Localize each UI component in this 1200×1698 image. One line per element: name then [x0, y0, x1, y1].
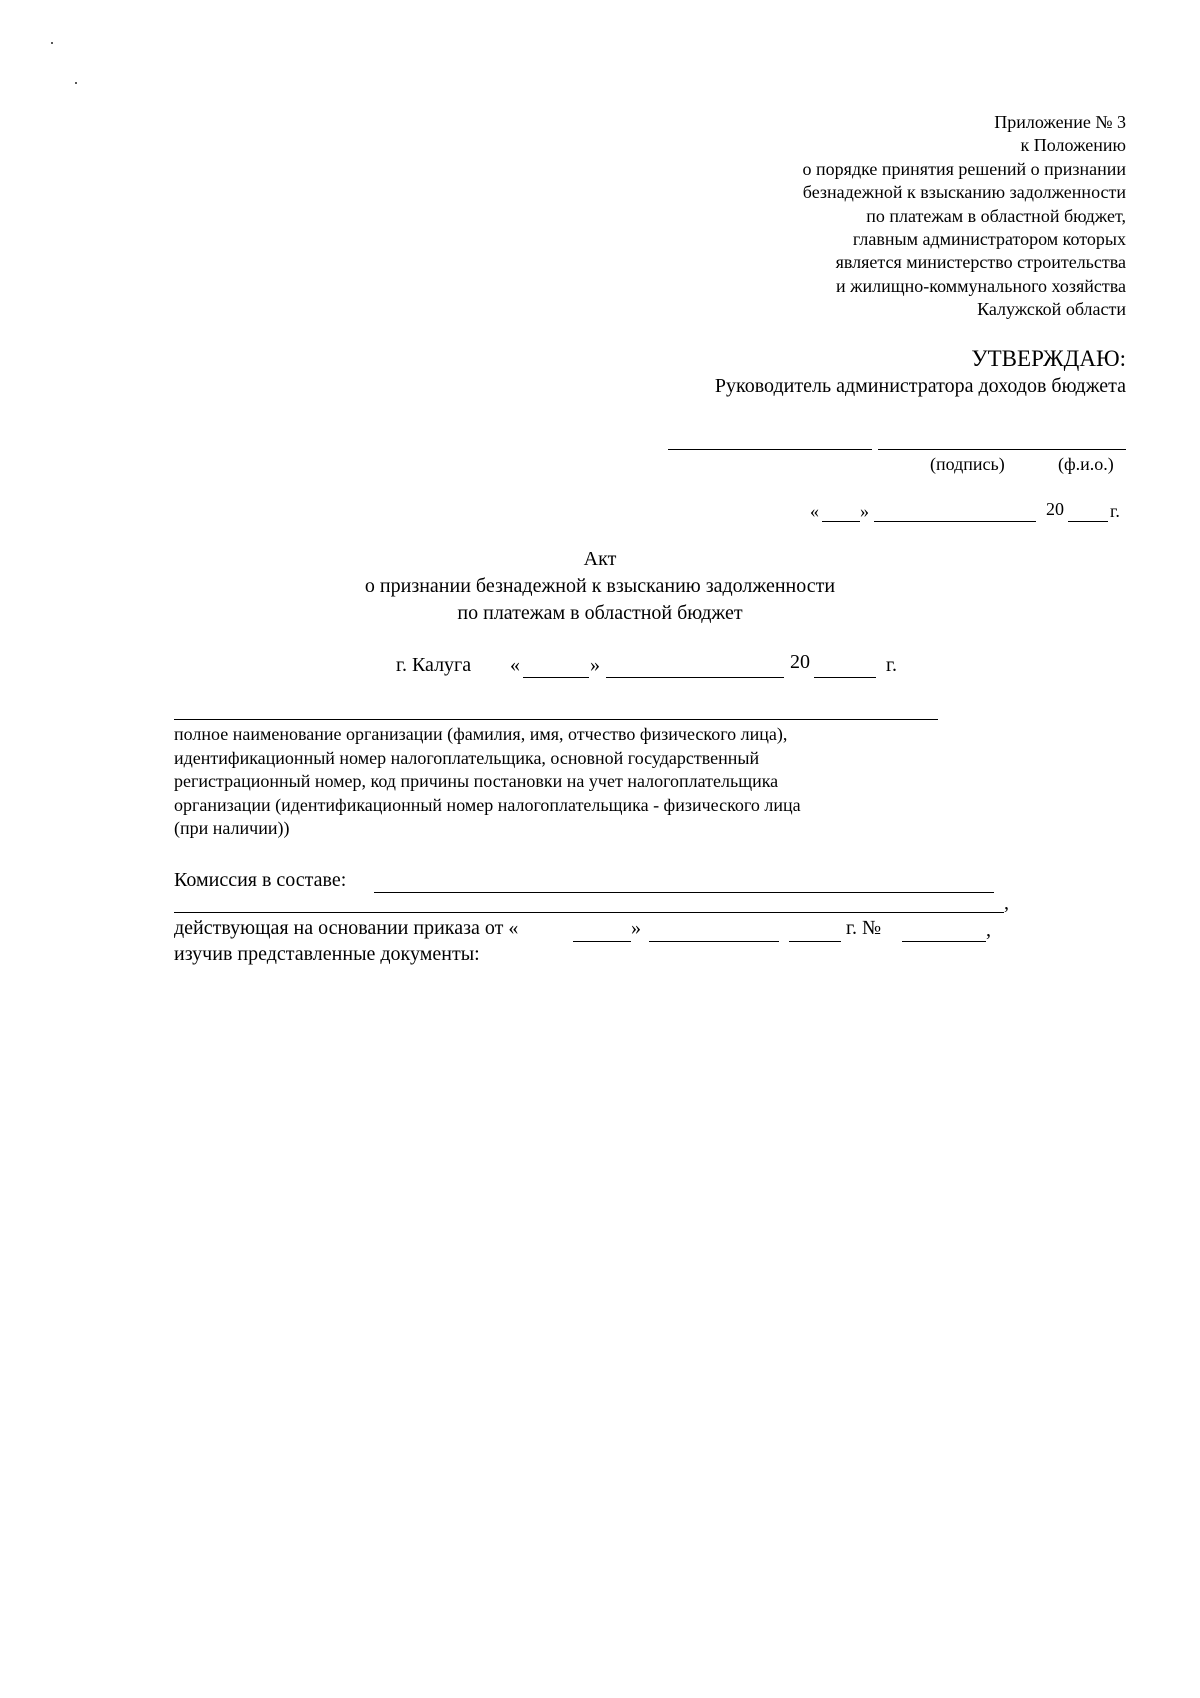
act-year-prefix: 20: [790, 651, 810, 673]
order-year-field[interactable]: [789, 941, 841, 942]
order-close-quote: »: [631, 917, 641, 939]
approval-position: Руководитель администратора доходов бюджета: [714, 375, 1126, 397]
studied-documents: изучив представленные документы:: [174, 943, 480, 965]
appendix-line: и жилищно-коммунального хозяйства: [835, 275, 1126, 296]
organization-caption-line: регистрационный номер, код причины постановки на учет налогоплательщика: [174, 771, 779, 792]
order-month-field[interactable]: [649, 941, 779, 942]
approval-year-suffix: г.: [1110, 501, 1120, 521]
name-caption: (ф.и.о.): [1058, 454, 1114, 474]
act-title-block: [0, 546, 1200, 627]
organization-name-field[interactable]: [174, 719, 938, 720]
name-field[interactable]: [878, 449, 1126, 450]
act-date-open-quote: «: [510, 654, 520, 676]
approval-block: [715, 345, 1126, 399]
act-subtitle-line1: о признании безнадежной к взысканию задолженности: [364, 575, 836, 597]
scan-speck: [75, 82, 77, 84]
appendix-line: главным администратором которых: [852, 229, 1126, 250]
act-year-field[interactable]: [814, 677, 876, 678]
approval-date-close-quote: »: [860, 501, 869, 521]
appendix-line: Приложение № 3: [994, 112, 1126, 132]
act-month-field[interactable]: [606, 677, 784, 678]
appendix-line: Калужской области: [977, 299, 1126, 320]
signature-field[interactable]: [668, 449, 872, 450]
appendix-header: [803, 111, 1126, 322]
act-day-field[interactable]: [523, 677, 589, 678]
approval-month-field[interactable]: [874, 521, 1036, 522]
commission-label: Комиссия в составе:: [174, 869, 347, 891]
scan-speck: [51, 42, 53, 44]
order-prefix: действующая на основании приказа от «: [174, 917, 519, 939]
approval-date-open-quote: «: [810, 501, 819, 521]
order-comma: ,: [986, 919, 991, 941]
appendix-line: к Положению: [1020, 135, 1126, 156]
order-number-label: г. №: [846, 917, 882, 939]
act-subtitle-line2: по платежам в областной бюджет: [457, 602, 743, 624]
appendix-line: по платежам в областной бюджет,: [866, 205, 1126, 226]
act-year-suffix: г.: [886, 654, 897, 676]
appendix-line: безнадежной к взысканию задолженности: [802, 182, 1126, 203]
act-date-close-quote: »: [590, 654, 600, 676]
organization-caption: [174, 723, 934, 841]
order-day-field[interactable]: [573, 941, 631, 942]
approval-year-field[interactable]: [1068, 521, 1108, 522]
organization-caption-line: (при наличии)): [174, 818, 290, 839]
approval-day-field[interactable]: [822, 521, 860, 522]
commission-members-field-2[interactable]: [174, 912, 1004, 913]
organization-caption-line: полное наименование организации (фамилия, имя, отчество физического лица),: [174, 724, 788, 744]
approval-title: УТВЕРЖДАЮ:: [971, 346, 1126, 371]
order-number-field[interactable]: [902, 941, 986, 942]
commission-members-field[interactable]: [374, 892, 994, 893]
commission-comma: ,: [1004, 892, 1009, 914]
approval-year-prefix: 20: [1046, 499, 1064, 519]
act-city: г. Калуга: [396, 654, 472, 676]
organization-caption-line: организации (идентификационный номер налогоплательщика - физического лица: [174, 794, 801, 815]
organization-caption-line: идентификационный номер налогоплательщика, основной государственный: [174, 747, 760, 768]
act-title: Акт: [583, 548, 617, 570]
signature-caption: (подпись): [930, 454, 1005, 474]
appendix-line: является министерство строительства: [835, 252, 1126, 273]
appendix-line: о порядке принятия решений о признании: [802, 158, 1126, 179]
